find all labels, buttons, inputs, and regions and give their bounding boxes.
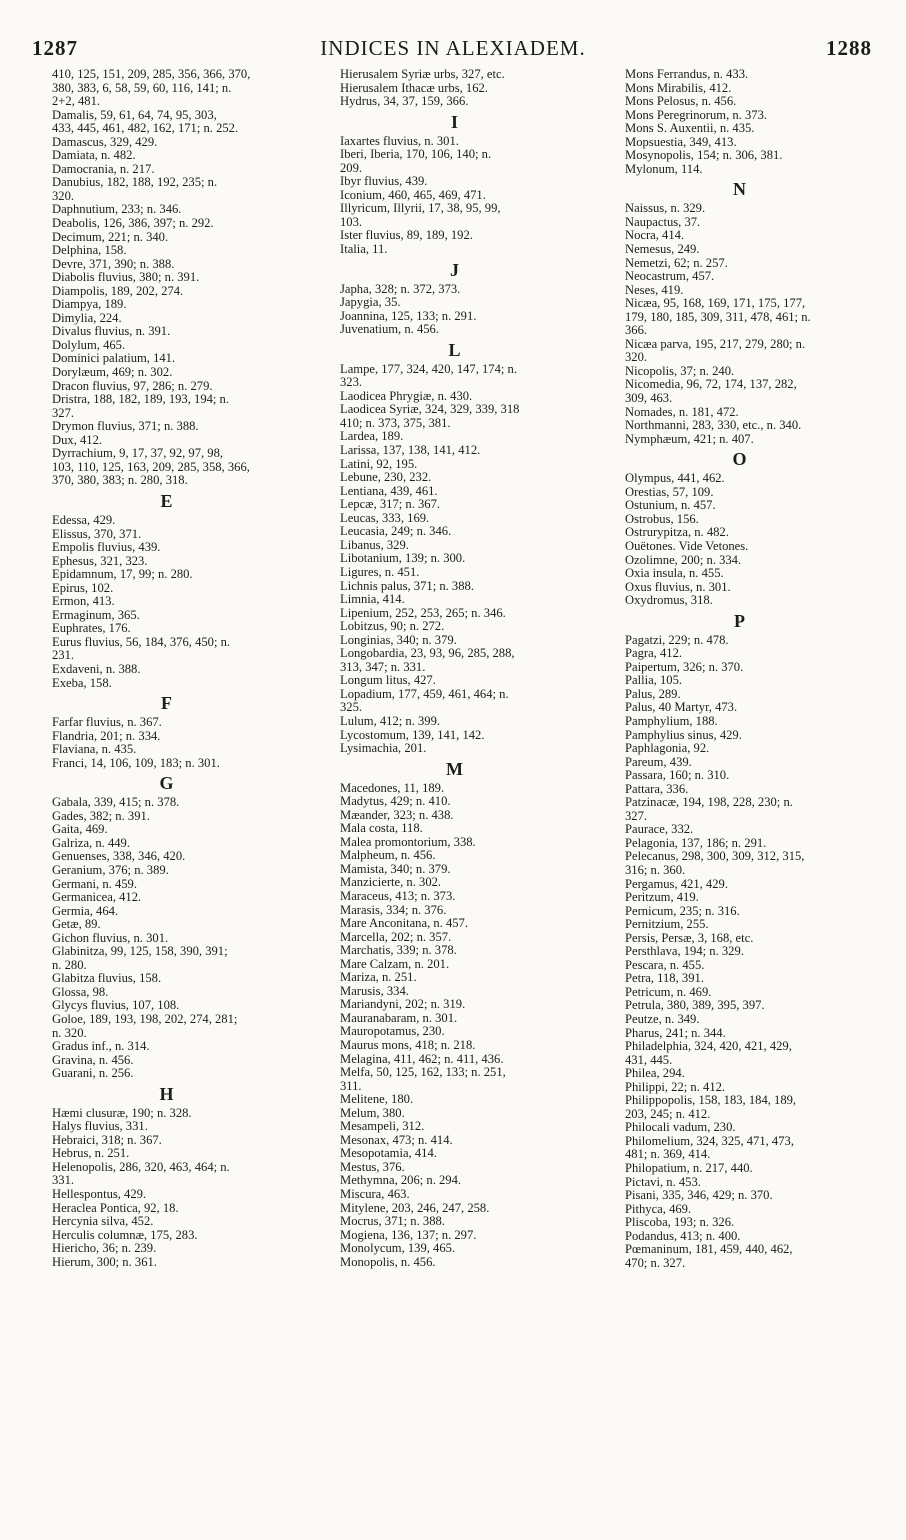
index-entry: Nemetzi, 62; n. 257. [625,255,728,270]
index-entry: Neses, 419. [625,282,684,297]
index-entry: Paurace, 332. [625,822,694,837]
index-entry: Lardea, 189. [340,429,404,444]
page-number-right: 1288 [826,36,872,60]
index-entry: Podandus, 413; n. 400. [625,1228,741,1243]
index-entry: Pharus, 241; n. 344. [625,1025,726,1040]
entry-list [322,68,587,109]
index-entry: Nicæa parva, 195, 217, 279, 280; n. [625,336,806,351]
index-entry: Juvenatium, n. 456. [340,322,439,337]
index-entry: Nymphæum, 421; n. 407. [625,431,754,446]
section-letter-m: M [446,758,463,779]
index-entry: 327. [52,405,75,420]
index-entry: Leucasia, 249; n. 346. [340,524,452,539]
index-entry: Philopatium, n. 217, 440. [625,1161,753,1176]
index-entry: Ouëtones. Vide Vetones. [625,538,749,553]
index-entry: Nocra, 414. [625,228,685,243]
index-entry: 311. [340,1078,362,1093]
index-entry: Madytus, 429; n. 410. [340,794,451,809]
index-entry: Daphnutium, 233; n. 346. [52,202,182,217]
index-entry: Glabitza fluvius, 158. [52,971,162,986]
index-entry: Leucas, 333, 169. [340,510,430,525]
index-entry: Macedones, 11, 189. [340,780,445,795]
index-entry: Ermon, 413. [52,594,115,609]
index-entry: Longum litus, 427. [340,673,436,688]
index-entry: 179, 180, 185, 309, 311, 478, 461; n. [625,309,811,324]
index-entry: 309, 463. [625,391,673,406]
index-entry: Dimylia, 224. [52,310,122,325]
index-entry: Manzicierte, n. 302. [340,875,442,890]
index-entry: 380, 383, 6, 58, 59, 60, 116, 141; n. [52,80,232,95]
index-entry: 323. [340,375,363,390]
index-entry: Mopsuestia, 349, 413. [625,134,737,149]
index-entry: Oxia insula, n. 455. [625,566,724,581]
index-entry: Oxydromus, 318. [625,593,713,608]
index-entry: 103. [340,214,363,229]
entry-list [322,135,587,257]
index-entry: Pelecanus, 298, 300, 309, 312, 315, [625,849,805,864]
index-entry: Philomelium, 324, 325, 471, 473, [625,1133,794,1148]
index-entry: Ostrobus, 156. [625,511,699,526]
index-entry: Pelagonia, 137, 186; n. 291. [625,835,767,850]
page-number-left: 1287 [32,36,78,60]
index-entry: Mariza, n. 251. [340,970,417,985]
index-entry: Pernicum, 235; n. 316. [625,903,740,918]
index-entry: Palus, 289. [625,686,681,701]
index-entry: Mesonax, 473; n. 414. [340,1132,453,1147]
index-entry: 2+2, 481. [52,94,101,109]
section-letter-h: H [159,1083,174,1104]
index-entry: Mare Calzam, n. 201. [340,956,450,971]
index-entry: Edessa, 429. [52,512,116,527]
index-entry: Germia, 464. [52,903,119,918]
index-entry: Lycostomum, 139, 141, 142. [340,727,485,742]
section-letter-o: O [732,449,747,470]
index-entry: Malea promontorium, 338. [340,834,476,849]
index-entry: Damalis, 59, 61, 64, 74, 95, 303, [52,107,217,122]
index-entry: Mylonum, 114. [625,161,703,176]
index-entry: Danubius, 182, 188, 192, 235; n. [52,175,218,190]
index-entry: Hercynia silva, 452. [52,1214,154,1229]
index-entry: Getæ, 89. [52,917,101,932]
index-entry: Malpheum, n. 456. [340,848,436,863]
index-entry: Philadelphia, 324, 420, 421, 429, [625,1039,792,1054]
index-entry: Iberi, Iberia, 170, 106, 140; n. [340,147,492,162]
page-header [0,36,906,60]
index-entry: Monopolis, n. 456. [340,1254,436,1269]
index-entry: Mons Pelosus, n. 456. [625,94,737,109]
index-entry: Exeba, 158. [52,675,112,690]
index-entry: Philippopolis, 158, 183, 184, 189, [625,1093,797,1108]
index-column-2 [322,68,587,1269]
index-entry: Hiericho, 36; n. 239. [52,1241,157,1256]
index-entry: Mariandyni, 202; n. 319. [340,997,466,1012]
index-entry: Mitylene, 203, 246, 247, 258. [340,1200,490,1215]
index-entry: Eurus fluvius, 56, 184, 376, 450; n. [52,634,231,649]
index-entry: 103, 110, 125, 163, 209, 285, 358, 366, [52,459,250,474]
entry-list [34,514,299,690]
index-entry: Ozolimne, 200; n. 334. [625,552,742,567]
section-letter-e: E [160,490,173,511]
index-entry: Ermaginum, 365. [52,607,140,622]
index-entry: Pattara, 336. [625,781,689,796]
index-entry: Glabinitza, 99, 125, 158, 390, 391; [52,944,228,959]
index-entry: Pescara, n. 455. [625,957,705,972]
index-entry: Nomades, n. 181, 472. [625,404,739,419]
index-entry: Damascus, 329, 429. [52,134,158,149]
index-entry: Longobardia, 23, 93, 96, 285, 288, [340,646,515,661]
index-entry: Dyrrachium, 9, 17, 37, 92, 97, 98, [52,446,224,461]
index-entry: Geranium, 376; n. 389. [52,862,169,877]
index-entry: Marcella, 202; n. 357. [340,929,452,944]
index-entry: Neocastrum, 457. [625,269,715,284]
index-entry: Halys fluvius, 331. [52,1119,148,1134]
index-entry: Philea, 294. [625,1066,685,1081]
section-letter-i: I [450,111,458,132]
index-entry: Mesampeli, 312. [340,1119,425,1134]
entry-list [607,634,872,1271]
index-entry: Mons Ferrandus, n. 433. [625,67,749,81]
index-entry: Franci, 14, 106, 109, 183; n. 301. [52,755,220,770]
index-entry: Petricum, n. 469. [625,984,712,999]
index-entry: Illyricum, Illyrii, 17, 38, 95, 99, [340,201,501,216]
index-entry: Glycys fluvius, 107, 108. [52,998,180,1013]
index-entry: Japha, 328; n. 372, 373. [340,281,461,296]
index-entry: n. 320. [52,1025,87,1040]
index-entry: Philocali vadum, 230. [625,1120,736,1135]
index-entry: Marchatis, 339; n. 378. [340,943,457,958]
index-entry: 231. [52,648,75,663]
index-entry: Mæander, 323; n. 438. [340,807,454,822]
index-entry: Epirus, 102. [52,580,114,595]
index-column-3 [607,68,872,1270]
index-entry: Nicopolis, 37; n. 240. [625,363,735,378]
index-entry: Pagra, 412. [625,646,683,661]
index-entry: Lysimachia, 201. [340,741,427,756]
index-entry: Mestus, 376. [340,1159,405,1174]
index-entry: Flandria, 201; n. 334. [52,728,161,743]
index-entry: 433, 445, 461, 482, 162, 171; n. 252. [52,121,239,136]
index-entry: Hydrus, 34, 37, 159, 366. [340,94,469,109]
index-entry: Mons Peregrinorum, n. 373. [625,107,768,122]
index-entry: Lampe, 177, 324, 420, 147, 174; n. [340,361,517,376]
index-entry: Ibyr fluvius, 439. [340,174,428,189]
index-entry: Pagatzi, 229; n. 478. [625,632,729,647]
index-entry: Dominici palatium, 141. [52,351,176,366]
entry-list [607,472,872,607]
index-entry: Gravina, n. 456. [52,1052,134,1067]
index-entry: Gichon fluvius, n. 301. [52,930,169,945]
index-entry: Peritzum, 419. [625,890,699,905]
index-entry: Marasis, 334; n. 376. [340,902,447,917]
index-entry: n. 280. [52,957,87,972]
index-entry: Hæmi clusuræ, 190; n. 328. [52,1105,192,1120]
index-entry: Hierusalem Syriæ urbs, 327, etc. [340,67,505,81]
index-entry: Marusis, 334. [340,983,409,998]
index-entry: Larissa, 137, 138, 141, 412. [340,443,481,458]
index-entry: Iaxartes fluvius, n. 301. [340,133,459,148]
index-entry: Persis, Persæ, 3, 168, etc. [625,930,754,945]
index-entry: Naupactus, 37. [625,214,701,229]
section-letter-j: J [450,259,459,280]
index-entry: Petra, 118, 391. [625,971,704,986]
index-entry: Helenopolis, 286, 320, 463, 464; n. [52,1159,230,1174]
index-entry: Mare Anconitana, n. 457. [340,916,469,931]
index-entry: Empolis fluvius, 439. [52,540,161,555]
index-entry: Elissus, 370, 371. [52,526,142,541]
index-entry: Naissus, n. 329. [625,201,706,216]
index-entry: Lulum, 412; n. 399. [340,713,441,728]
index-entry: Mons S. Auxentii, n. 435. [625,121,755,136]
index-entry: Euphrates, 176. [52,621,131,636]
index-entry: Mauranabaram, n. 301. [340,1010,458,1025]
index-entry: Mosynopolis, 154; n. 306, 381. [625,148,783,163]
index-entry: Diampolis, 189, 202, 274. [52,283,184,298]
section-letter-g: G [159,773,174,794]
index-entry: Hellespontus, 429. [52,1187,147,1202]
index-entry: Oxus fluvius, n. 301. [625,579,731,594]
index-entry: Mesopotamia, 414. [340,1146,437,1161]
index-entry: Olympus, 441, 462. [625,471,725,486]
index-entry: Melfa, 50, 125, 162, 133; n. 251, [340,1065,506,1080]
index-entry: 481; n. 369, 414. [625,1147,711,1162]
index-entry: Hebraici, 318; n. 367. [52,1132,162,1147]
index-entry: Pallia, 105. [625,673,683,688]
index-entry: Hebrus, n. 251. [52,1146,130,1161]
index-entry: Divalus fluvius, n. 391. [52,324,171,339]
index-entry: Mamista, 340; n. 379. [340,861,451,876]
index-entry: Ephesus, 321, 323. [52,553,148,568]
index-entry: Methymna, 206; n. 294. [340,1173,462,1188]
index-entry: 370, 380, 383; n. 280, 318. [52,473,188,488]
index-entry: Ister fluvius, 89, 189, 192. [340,228,473,243]
index-entry: Miscura, 463. [340,1187,410,1202]
index-entry: Drymon fluvius, 371; n. 388. [52,419,199,434]
index-entry: Pisani, 335, 346, 429; n. 370. [625,1188,773,1203]
index-entry: Limnia, 414. [340,592,405,607]
index-entry: Guarani, n. 256. [52,1066,134,1081]
index-entry: Decimum, 221; n. 340. [52,229,169,244]
entry-list [34,796,299,1080]
index-entry: Gabala, 339, 415; n. 378. [52,795,180,810]
index-entry: Germani, n. 459. [52,876,137,891]
index-entry: Mala costa, 118. [340,821,423,836]
index-column-1 [34,68,299,1269]
index-entry: Lepcæ, 317; n. 367. [340,497,441,512]
index-entry: 325. [340,700,363,715]
index-entry: Lentiana, 439, 461. [340,483,438,498]
entry-list [607,202,872,446]
index-entry: 431, 445. [625,1052,673,1067]
index-entry: Hierusalem Ithacæ urbs, 162. [340,80,488,95]
index-entry: Persthlava, 194; n. 329. [625,944,744,959]
index-entry: Paipertum, 326; n. 370. [625,659,744,674]
index-entry: Paphlagonia, 92. [625,741,710,756]
entry-list [322,363,587,756]
index-entry: Pamphylius sinus, 429. [625,727,742,742]
section-letter-l: L [448,339,461,360]
index-entry: Dux, 412. [52,432,103,447]
index-entry: Pamphylium, 188. [625,713,718,728]
index-entry: 470; n. 327. [625,1255,686,1270]
index-entry: Melum, 380. [340,1105,405,1120]
index-entry: 366. [625,323,648,338]
index-entry: Lopadium, 177, 459, 461, 464; n. [340,686,509,701]
index-entry: 203, 245; n. 412. [625,1106,711,1121]
index-entry: Gades, 382; n. 391. [52,808,150,823]
index-entry: Pernitzium, 255. [625,917,709,932]
index-entry: Pergamus, 421, 429. [625,876,728,891]
index-entry: Philippi, 22; n. 412. [625,1079,726,1094]
index-entry: Iconium, 460, 465, 469, 471. [340,187,486,202]
section-letter-f: F [161,693,172,714]
index-entry: Italia, 11. [340,242,388,257]
index-entry: Epidamnum, 17, 99; n. 280. [52,567,193,582]
index-entry: Pictavi, n. 453. [625,1174,701,1189]
index-entry: Ostunium, n. 457. [625,498,716,513]
index-entry: Nemesus, 249. [625,242,700,257]
entry-list [34,716,299,770]
index-entry: Monolycum, 139, 465. [340,1241,456,1256]
index-entry: Gaita, 469. [52,822,108,837]
index-entry: 320. [52,188,75,203]
index-entry: Heraclea Pontica, 92, 18. [52,1200,179,1215]
index-entry: Galriza, n. 449. [52,835,130,850]
index-entry: Gradus inf., n. 314. [52,1039,150,1054]
index-entry: Glossa, 98. [52,984,109,999]
index-entry: Peutze, n. 349. [625,1012,700,1026]
index-entry: Maurus mons, 418; n. 218. [340,1038,476,1052]
index-entry: Lobitzus, 90; n. 272. [340,619,445,634]
index-entry: Palus, 40 Martyr, 473. [625,700,738,715]
index-entry: 313, 347; n. 331. [340,659,426,674]
index-entry: Devre, 371, 390; n. 388. [52,256,175,271]
index-entry: 320. [625,350,648,365]
index-entry: Lipenium, 252, 253, 265; n. 346. [340,605,506,620]
index-entry: Pœmaninum, 181, 459, 440, 462, [625,1242,793,1257]
index-entry: Laodicea Phrygiæ, n. 430. [340,388,473,403]
index-entry: 316; n. 360. [625,862,686,877]
index-entry: Flaviana, n. 435. [52,742,137,757]
index-entry: Longinias, 340; n. 379. [340,632,457,647]
index-entry: Dristra, 188, 182, 189, 193, 194; n. [52,392,230,407]
index-entry: Pliscoba, 193; n. 326. [625,1215,735,1230]
index-entry: Mogiena, 136, 137; n. 297. [340,1227,477,1242]
index-entry: Latini, 92, 195. [340,456,418,471]
entry-list [34,68,299,488]
index-entry: Dolylum, 465. [52,337,126,352]
index-entry: Ostrurypitza, n. 482. [625,525,729,540]
index-entry: Nicomedia, 96, 72, 174, 137, 282, [625,377,797,392]
index-entry: Herculis columnæ, 175, 283. [52,1227,198,1242]
index-entry: Delphina, 158. [52,243,127,258]
index-entry: Laodicea Syriæ, 324, 329, 339, 318 [340,402,520,417]
index-entry: Pithyca, 469. [625,1201,692,1216]
section-letter-p: P [734,610,745,631]
index-entry: Ligures, n. 451. [340,564,420,579]
index-entry: Genuenses, 338, 346, 420. [52,849,186,864]
index-entry: 331. [52,1173,75,1188]
index-entry: Libotanium, 139; n. 300. [340,551,466,566]
index-entry: 209. [340,160,363,175]
index-entry: Dorylæum, 469; n. 302. [52,365,173,380]
index-entry: Deabolis, 126, 386, 397; n. 292. [52,216,214,231]
index-entry: Mons Mirabilis, 412. [625,80,732,95]
index-entry: 410, 125, 151, 209, 285, 356, 366, 370, [52,67,251,81]
index-entry: Damocrania, n. 217. [52,161,155,176]
index-entry: Mauropotamus, 230. [340,1024,445,1039]
index-entry: Petrula, 380, 389, 395, 397. [625,998,765,1013]
index-entry: Exdaveni, n. 388. [52,661,141,676]
index-entry: Lebune, 230, 232. [340,470,432,485]
entry-list [34,1107,299,1270]
index-entry: Nicæa, 95, 168, 169, 171, 175, 177, [625,296,806,311]
index-entry: Diabolis fluvius, 380; n. 391. [52,270,200,285]
page-title: INDICES IN ALEXIADEM. [320,36,586,60]
index-entry: Northmanni, 283, 330, etc., n. 340. [625,418,802,433]
index-entry: Orestias, 57, 109. [625,484,714,499]
index-entry: Hierum, 300; n. 361. [52,1254,157,1269]
index-entry: Pareum, 439. [625,754,692,769]
index-entry: Mocrus, 371; n. 388. [340,1214,445,1229]
index-entry: Libanus, 329. [340,537,409,552]
index-entry: 327. [625,808,648,823]
index-entry: Joannina, 125, 133; n. 291. [340,308,477,323]
index-entry: Germanicea, 412. [52,890,142,905]
index-entry: Passara, 160; n. 310. [625,768,730,783]
section-letter-n: N [733,179,746,200]
index-entry: Farfar fluvius, n. 367. [52,715,162,730]
entry-list [607,68,872,176]
index-entry: 410; n. 373, 375, 381. [340,415,451,430]
index-entry: Patzinacæ, 194, 198, 228, 230; n. [625,795,793,810]
index-entry: Dracon fluvius, 97, 286; n. 279. [52,378,213,393]
index-entry: Melitene, 180. [340,1092,414,1107]
index-entry: Japygia, 35. [340,295,401,310]
index-entry: Goloe, 189, 193, 198, 202, 274, 281; [52,1012,238,1026]
entry-list [322,782,587,1270]
index-entry: Melagina, 411, 462; n. 411, 436. [340,1051,504,1066]
entry-list [322,283,587,337]
index-entry: Lichnis palus, 371; n. 388. [340,578,474,593]
index-entry: Damiata, n. 482. [52,148,136,163]
index-entry: Maraceus, 413; n. 373. [340,888,456,903]
index-entry: Diampya, 189. [52,297,127,312]
